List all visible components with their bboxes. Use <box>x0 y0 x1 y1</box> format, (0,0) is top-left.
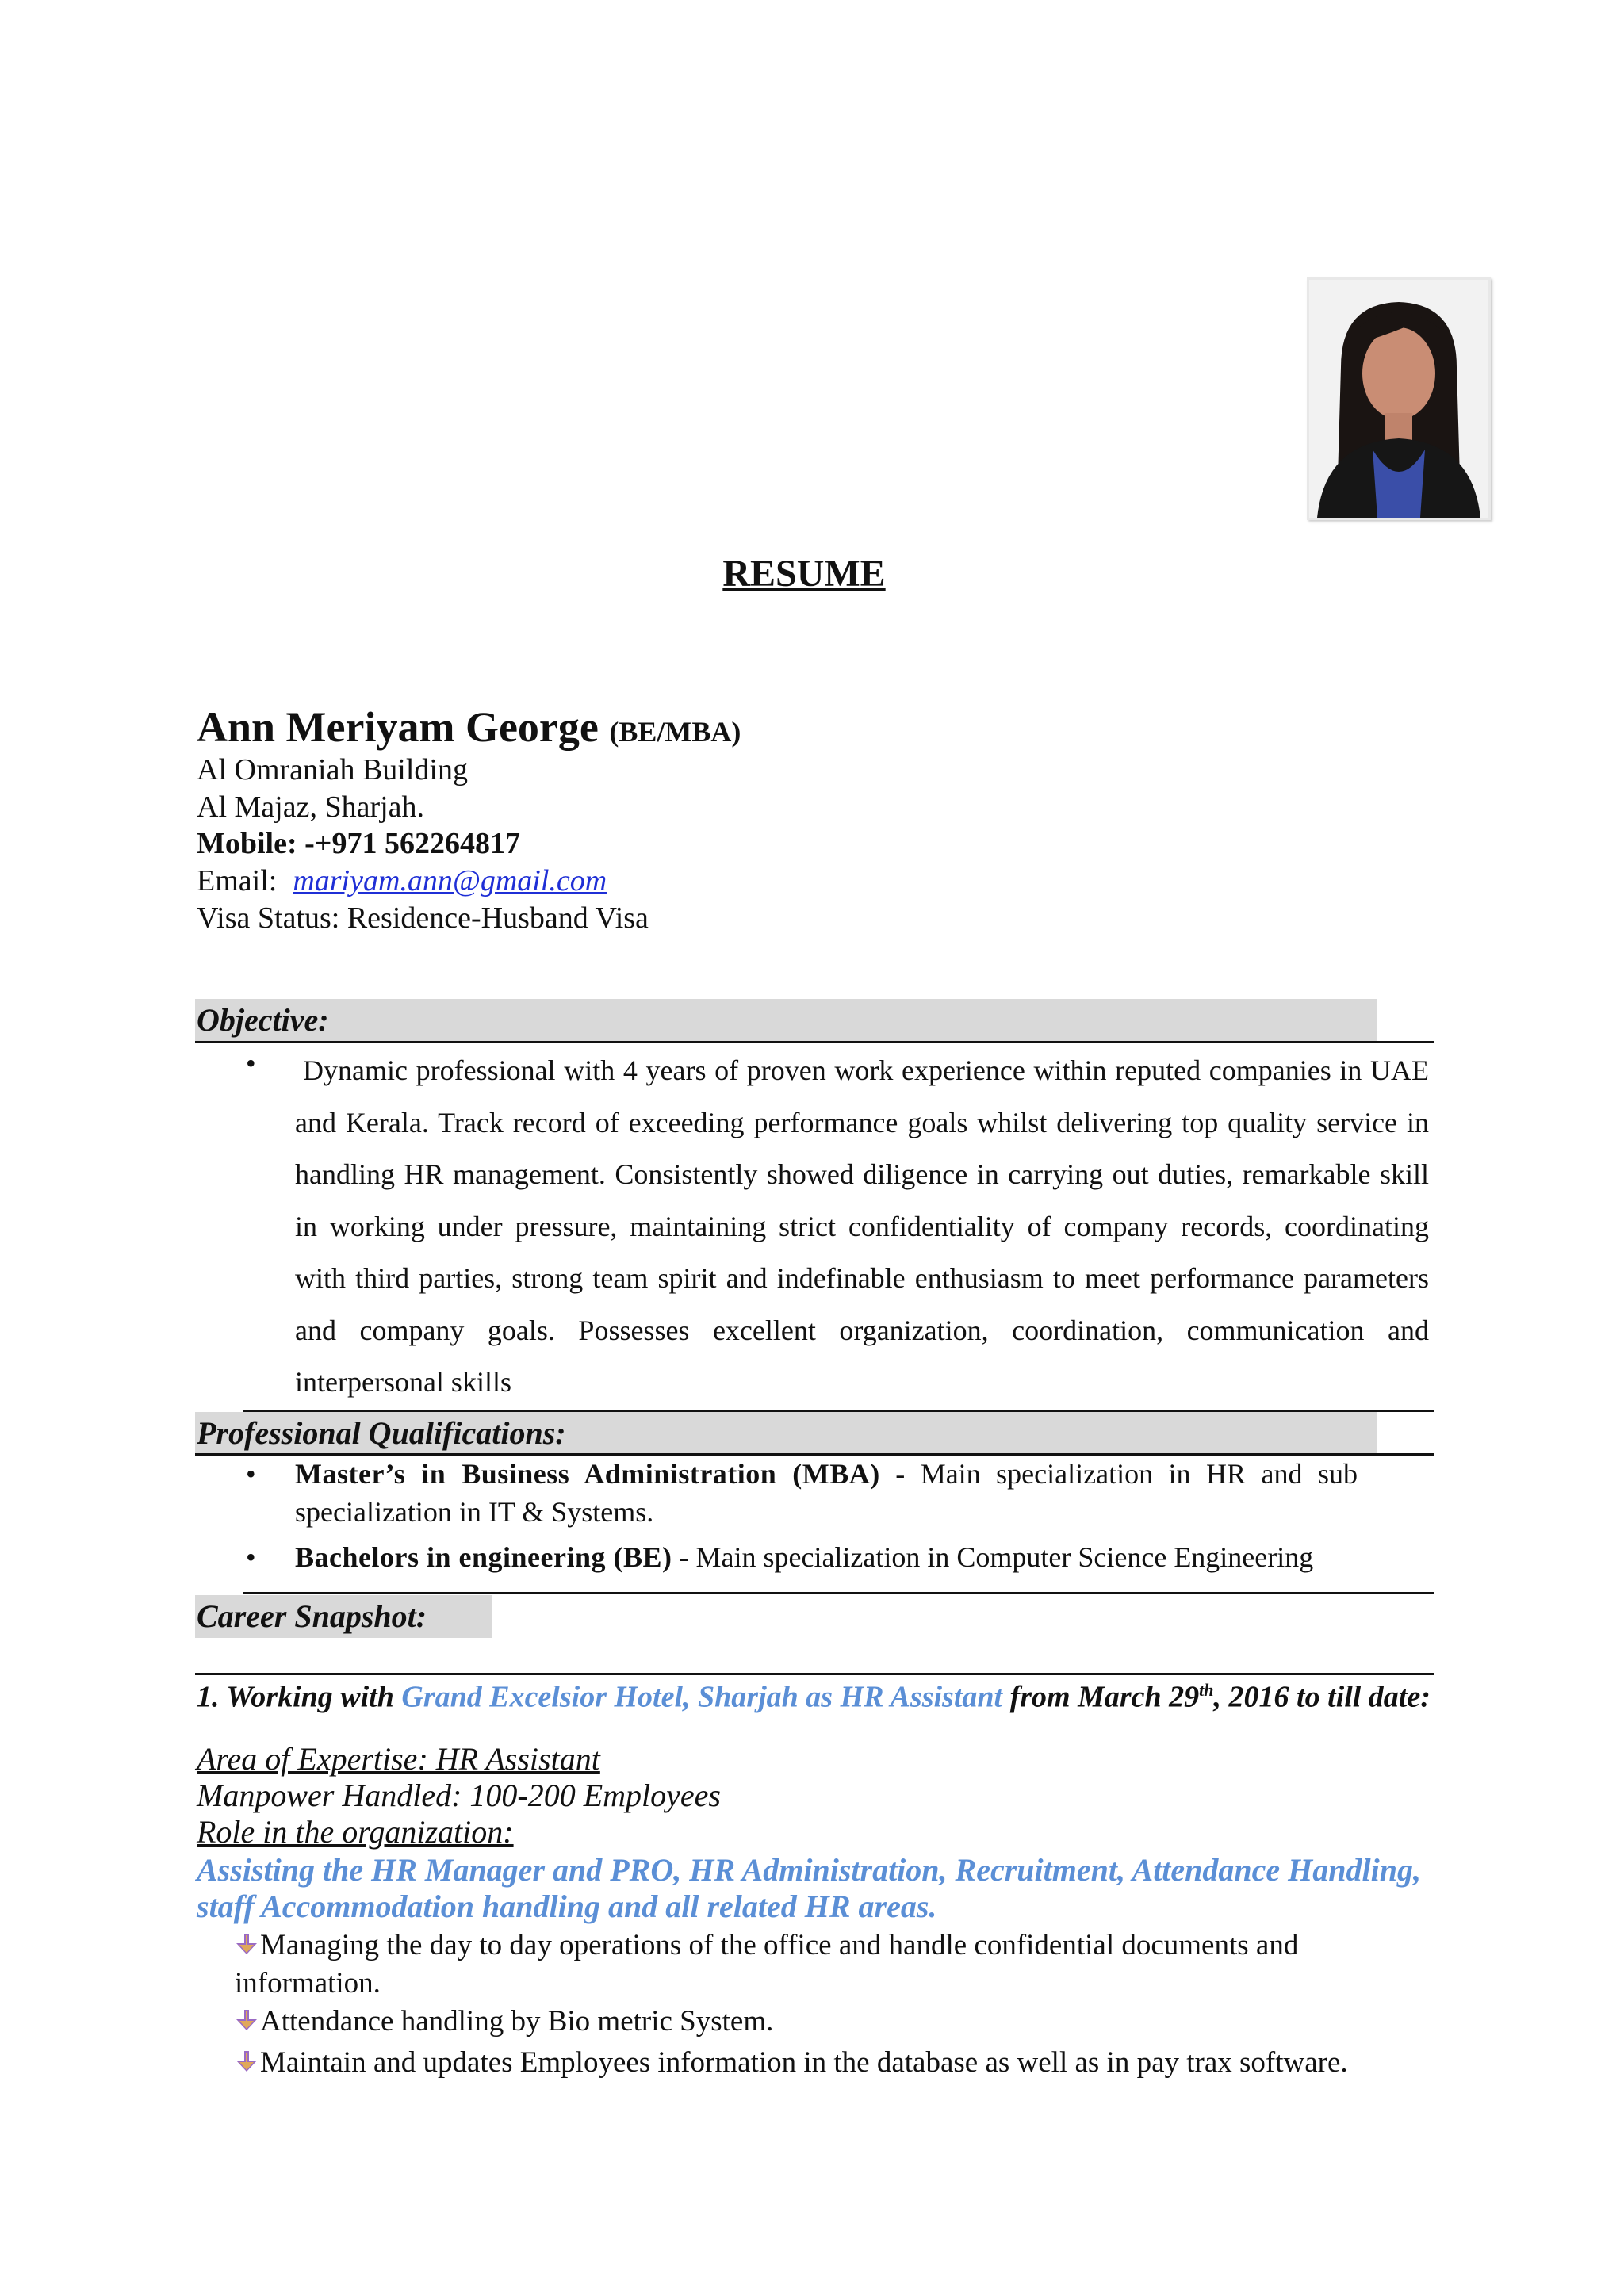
task-item <box>235 2003 1424 2041</box>
person-portrait-icon <box>1309 280 1488 518</box>
qualification-bullet: • <box>246 1458 256 1490</box>
arrow-bullet-icon <box>235 2049 259 2073</box>
task-item <box>235 2044 1424 2082</box>
objective-heading: Objective: <box>197 1002 329 1038</box>
candidate-name <box>197 702 741 756</box>
manpower-handled: Manpower Handled: 100-200 Employees <box>197 1777 721 1813</box>
area-of-expertise: Area of Expertise: HR Assistant <box>197 1741 600 1777</box>
qualification-detail: - Main specialization in Computer Science Engineering <box>672 1541 1314 1573</box>
address-line-1: Al Omraniah Building <box>197 753 468 786</box>
visa-status: Visa Status: Residence-Husband Visa <box>197 901 649 935</box>
job-title-line <box>197 1670 1431 1718</box>
name-text: Ann Meriyam George <box>197 703 599 751</box>
job-employer: Grand Excelsior Hotel, Sharjah as HR Assistant <box>401 1680 1003 1714</box>
task-item <box>235 1927 1424 2003</box>
task-text: Maintain and updates Employees information in the database as well as in pay trax software. <box>260 2046 1348 2079</box>
objective-text: Dynamic professional with 4 years of proven work experience within reputed companies in UAE and Kerala. Track record of exceeding performance goals whilst delivering top quality service in handling HR management. Consistently showed diligence in carrying out duties, remarkable skill in working under pressure, maintaining strict confidentiality of company records, coordinating with third parties, strong team spirit and indefinable enthusiasm to meet performance parameters and company goals. Possesses excellent organization, coordination, communication and interpersonal skills <box>295 1054 1429 1398</box>
job-to: , 2016 to till date: <box>1213 1680 1431 1714</box>
job-prefix: 1. Working with <box>197 1680 402 1714</box>
role-description: Assisting the HR Manager and PRO, HR Administration, Recruitment, Attendance Handling, staff Accommodation handling and all related HR areas. <box>197 1852 1422 1924</box>
objective-heading-band <box>195 999 1377 1042</box>
career-heading: Career Snapshot: <box>197 1598 427 1634</box>
qualification-item <box>295 1455 1358 1531</box>
qualification-degree: Master’s in Business Administration (MBA) <box>295 1458 880 1490</box>
job-from: from March 29 <box>1002 1680 1200 1714</box>
qualifications-heading-band <box>195 1412 1377 1455</box>
role-label: Role in the organization: <box>197 1814 514 1850</box>
qualification-detail: - Main specialization in HR and sub specialization in IT & Systems. <box>295 1458 1358 1528</box>
address-line-2: Al Majaz, Sharjah. <box>197 790 425 824</box>
task-text: Attendance handling by Bio metric System. <box>260 2005 774 2038</box>
section-divider <box>195 1041 1434 1043</box>
email-label: Email: <box>197 864 278 897</box>
section-divider <box>243 1592 1434 1594</box>
arrow-bullet-icon <box>235 2008 259 2032</box>
objective-bullet: • <box>246 1047 256 1079</box>
job-date-suffix: th <box>1199 1680 1214 1700</box>
profile-photo <box>1307 277 1491 520</box>
career-heading-band <box>195 1595 492 1638</box>
email-link[interactable]: mariyam.ann@gmail.com <box>293 864 607 897</box>
qualification-degree: Bachelors in engineering (BE) <box>295 1541 672 1573</box>
qualification-bullet: • <box>246 1541 256 1573</box>
qualification-item <box>295 1538 1358 1576</box>
arrow-bullet-icon <box>235 1932 259 1956</box>
qualifications-heading: Professional Qualifications: <box>197 1415 566 1451</box>
degrees: (BE/MBA) <box>609 716 741 748</box>
task-text: Managing the day to day operations of the office and handle confidential documents and information. <box>235 1929 1299 1999</box>
document-title: RESUME <box>722 553 886 595</box>
mobile-number: Mobile: -+971 562264817 <box>197 827 520 860</box>
email-row <box>197 863 607 899</box>
